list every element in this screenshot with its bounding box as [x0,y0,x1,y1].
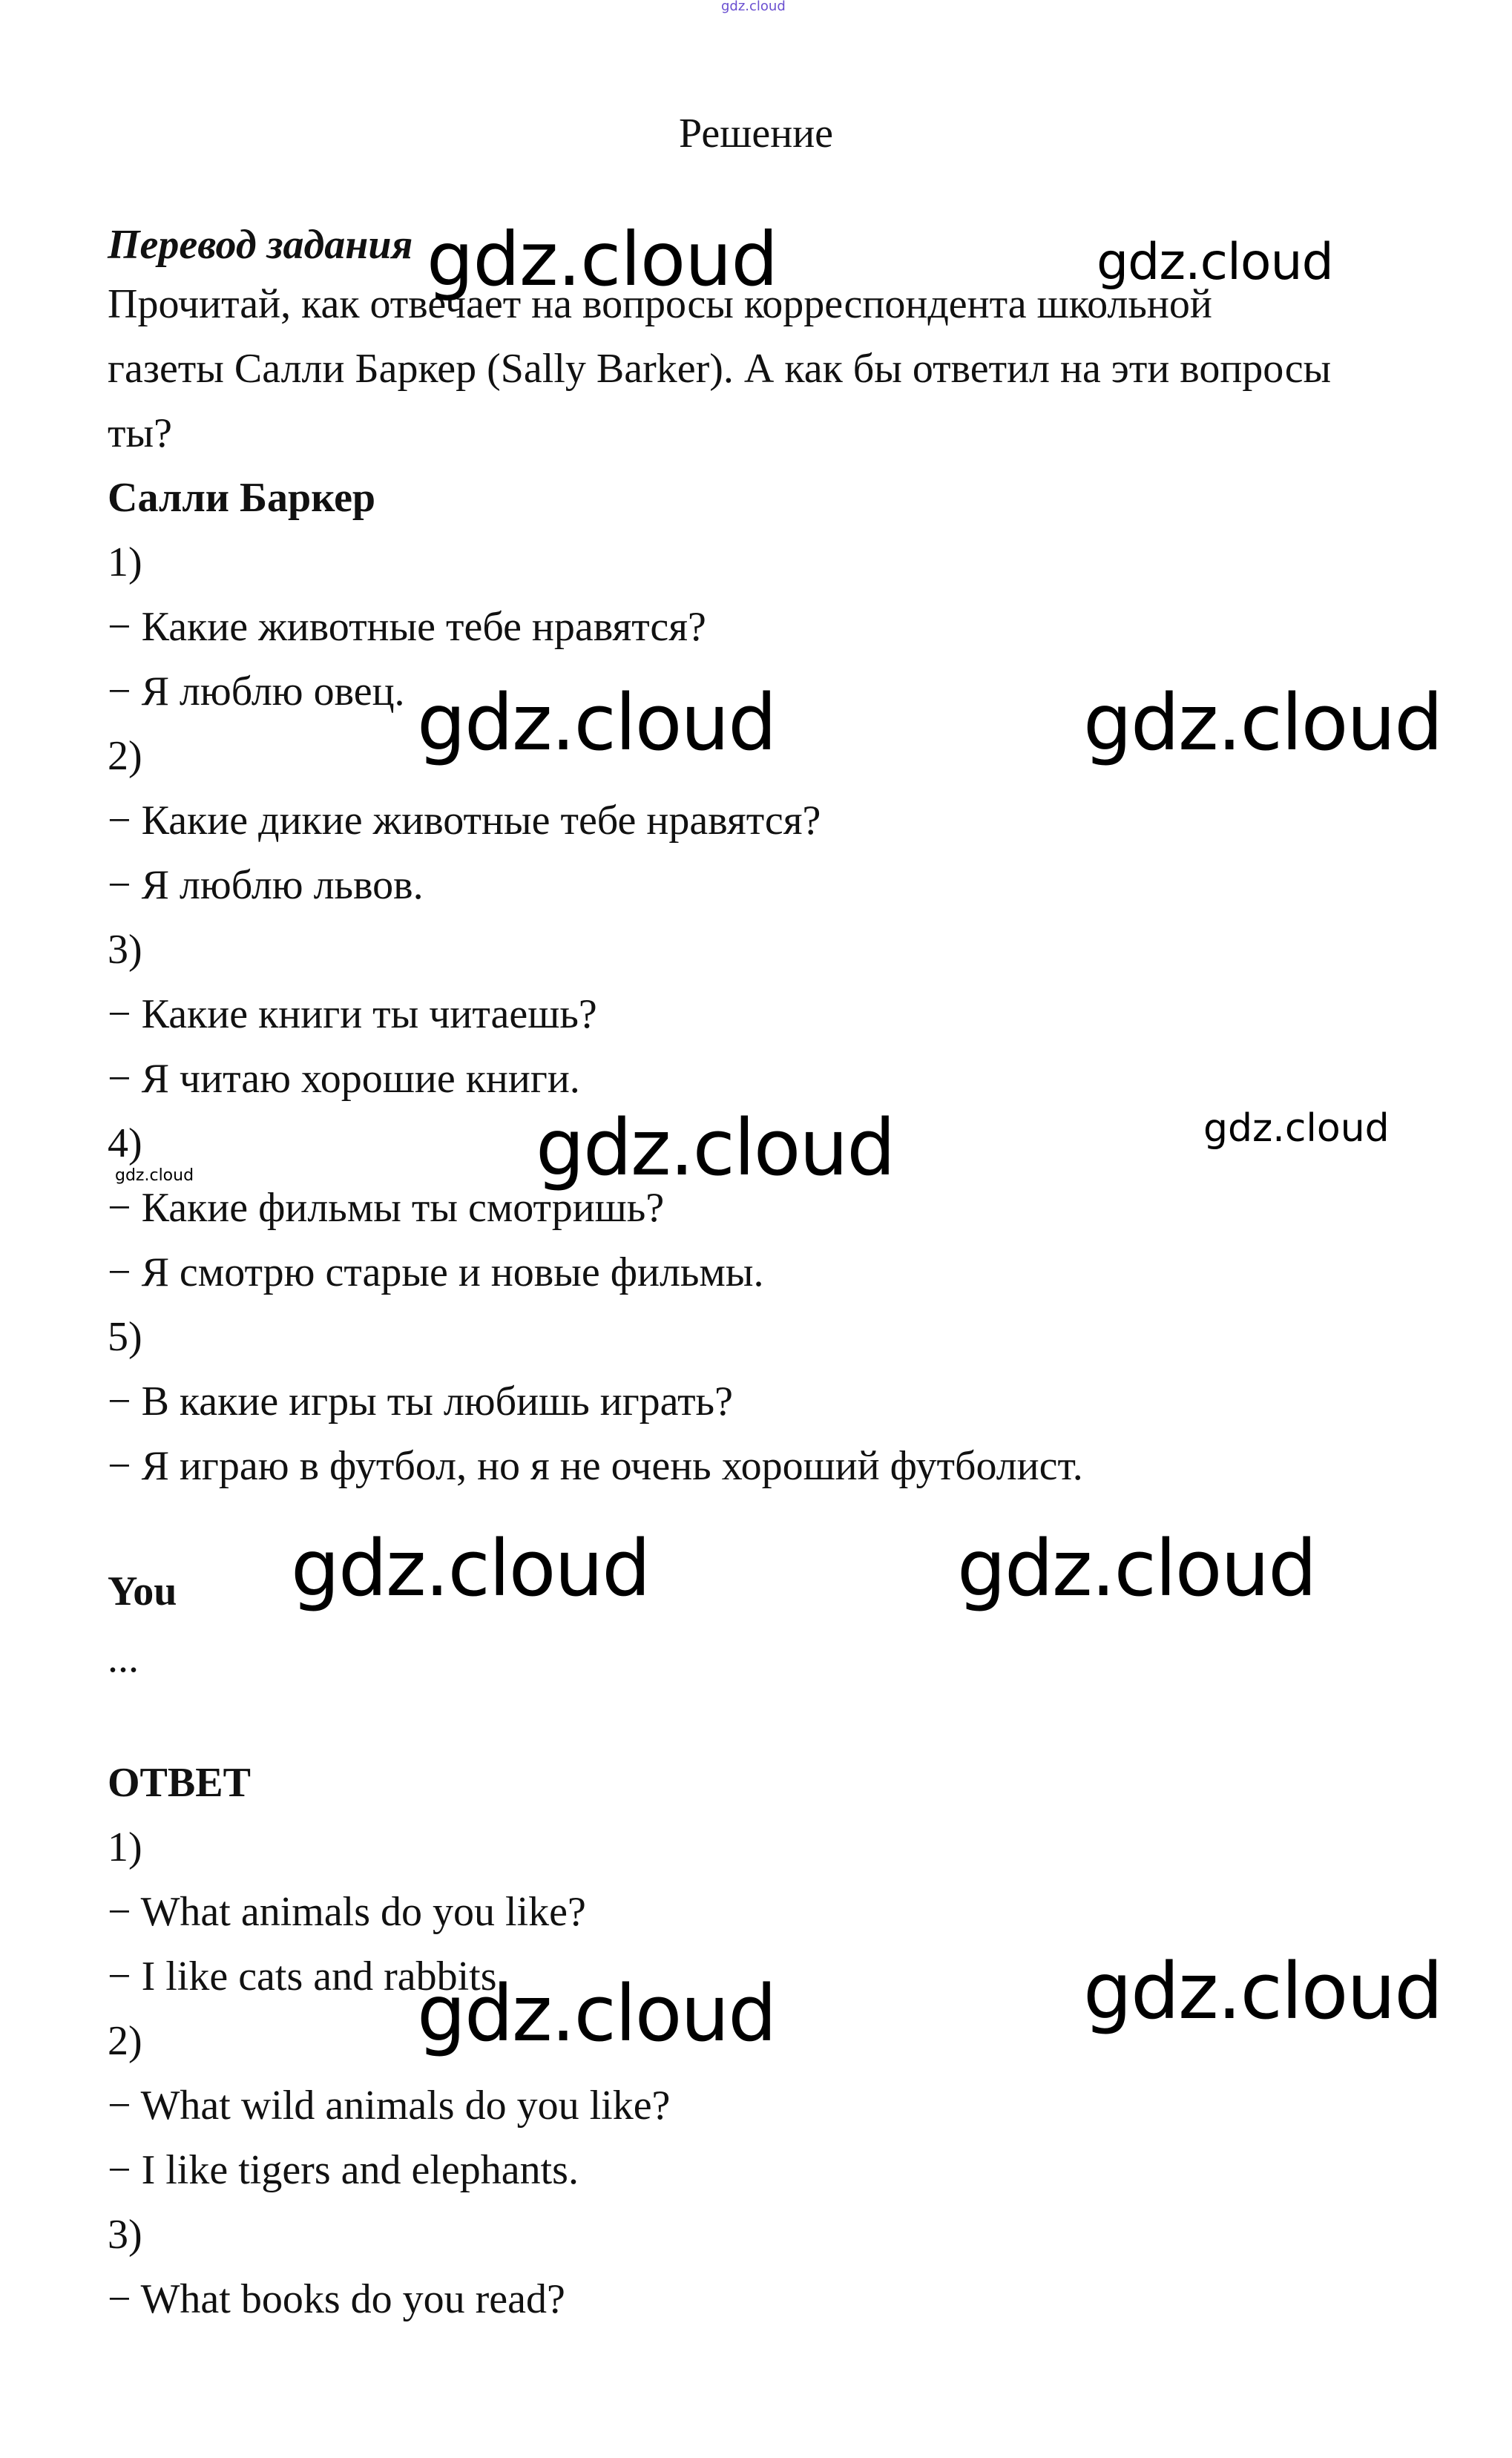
task-text-line: газеты Салли Баркер (Sally Barker). А как бы ответил на эти вопросы [108,346,1332,392]
task-heading: Перевод задания [108,222,413,268]
watermark: gdz.cloud [417,677,776,768]
dialog-line: 1) [108,539,142,585]
watermark: gdz.cloud [536,1103,895,1193]
answer-line: − What books do you read? [108,2276,565,2322]
dialog-line: 3) [108,927,142,973]
dialog-line: − Я люблю львов. [108,862,424,908]
watermark: gdz.cloud [957,1523,1316,1614]
answer-line: 2) [108,2018,142,2064]
watermark: gdz.cloud [721,0,786,14]
watermark: gdz.cloud [427,216,778,303]
dialog-line: − Какие фильмы ты смотришь? [108,1185,665,1231]
answer-line: 3) [108,2212,142,2258]
watermark: gdz.cloud [1083,1946,1442,2037]
you-label: You [108,1568,177,1614]
page-title: Решение [678,111,834,157]
dialog-line: − Я смотрю старые и новые фильмы. [108,1249,764,1295]
answer-line: − I like tigers and elephants. [108,2147,579,2193]
dialog-line: − Я люблю овец. [108,668,405,714]
watermark: gdz.cloud [1083,677,1442,768]
dialog-line: 2) [108,733,142,779]
dialog-line: − Какие животные тебе нравятся? [108,604,706,650]
dialog-line: − Я играю в футбол, но я не очень хороший футболист. [108,1443,1083,1489]
answer-heading: ОТВЕТ [108,1760,251,1806]
watermark: gdz.cloud [115,1166,194,1185]
watermark: gdz.cloud [1097,233,1333,292]
task-text-line: ты? [108,410,172,456]
dialog-line: 4) [108,1120,142,1166]
dialog-line: − В какие игры ты любишь играть? [108,1378,733,1424]
task-text-line: Прочитай, как отвечает на вопросы корреспондента школьной [108,281,1212,327]
dialog-line: − Я читаю хорошие книги. [108,1056,580,1102]
watermark: gdz.cloud [291,1523,650,1614]
dialog-line: − Какие дикие животные тебе нравятся? [108,798,821,844]
you-text: ... [108,1635,139,1681]
speaker-name: Салли Баркер [108,475,376,521]
watermark: gdz.cloud [417,1968,776,2059]
dialog-line: 5) [108,1314,142,1360]
watermark: gdz.cloud [1203,1106,1390,1151]
answer-line: − What animals do you like? [108,1889,586,1935]
answer-line: − What wild animals do you like? [108,2083,671,2129]
answer-line: − I like cats and rabbits. [108,1953,507,1999]
dialog-line: − Какие книги ты читаешь? [108,991,597,1037]
answer-line: 1) [108,1824,142,1870]
